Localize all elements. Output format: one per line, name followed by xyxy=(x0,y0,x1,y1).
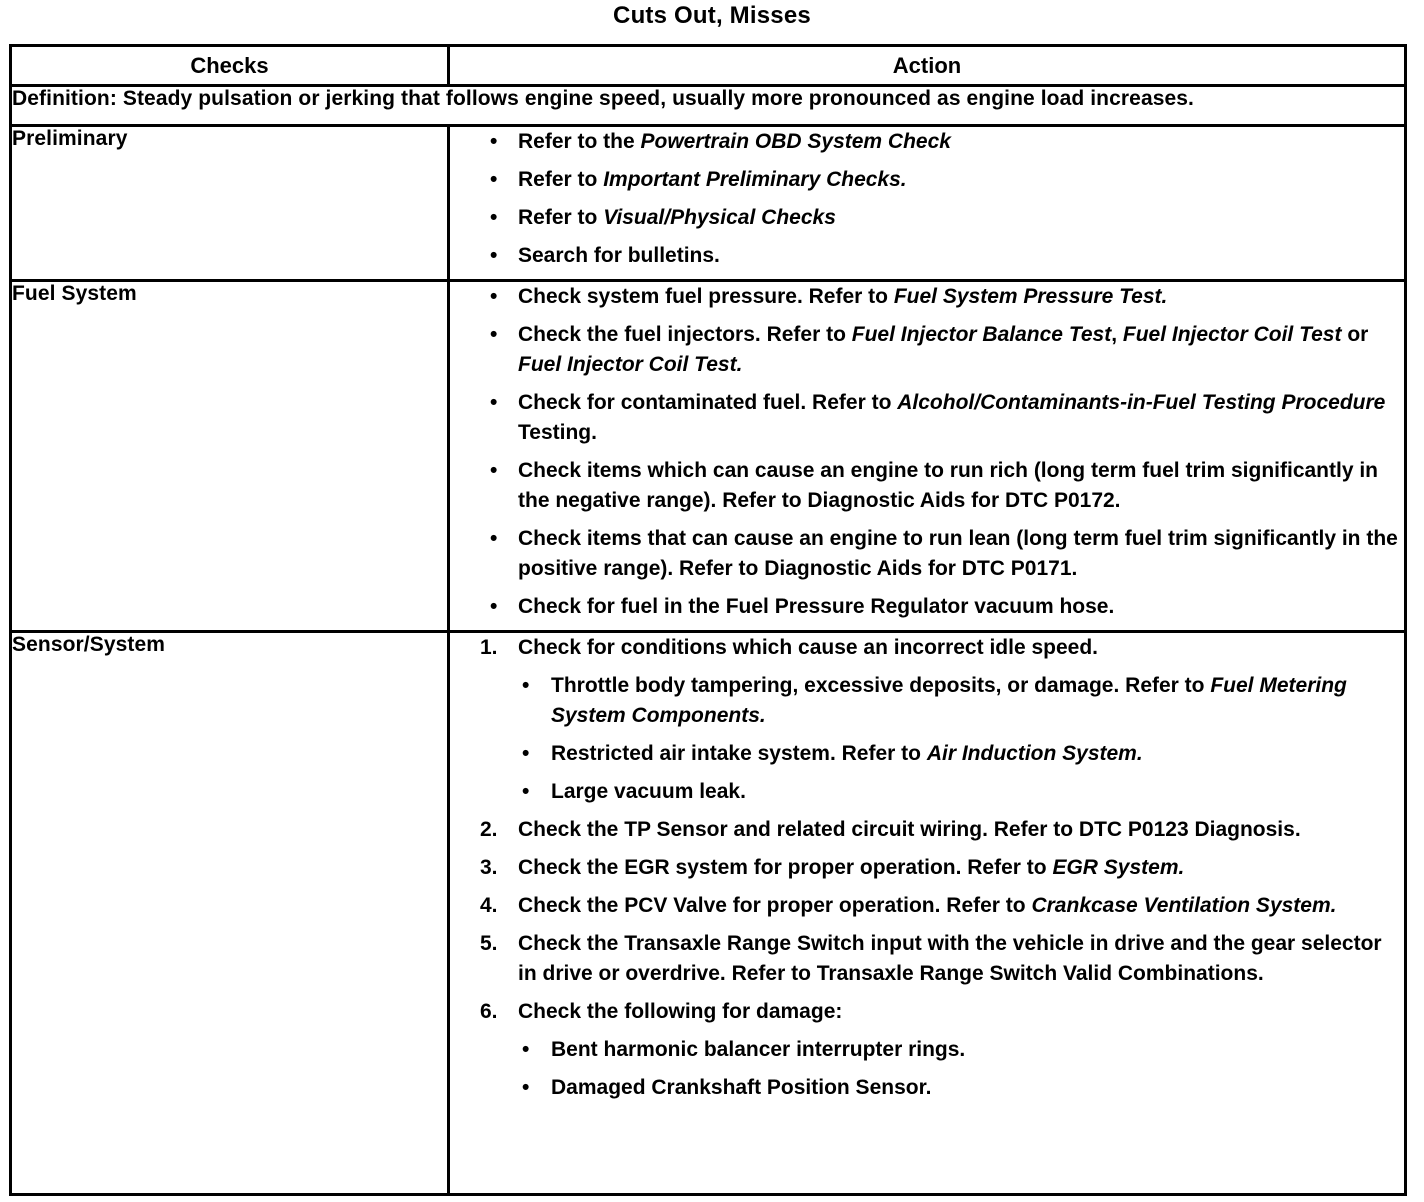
check-fuel-system: Fuel System xyxy=(11,281,449,632)
list-item: • Refer to Visual/Physical Checks xyxy=(450,203,1404,233)
sub-list-item: • Throttle body tampering, excessive deposits, or damage. Refer to Fuel Metering System Components. xyxy=(450,671,1404,731)
reference-link: EGR System. xyxy=(1052,856,1185,879)
reference-link: Fuel Injector Coil Test xyxy=(1122,323,1342,346)
checks-column-header: Checks xyxy=(11,46,449,86)
bullet-marker: • xyxy=(522,780,530,803)
table-row xyxy=(11,126,1406,281)
reference-link: Fuel Injector Balance Test xyxy=(851,323,1112,346)
list-item: • Check for contaminated fuel. Refer to Alcohol/Contaminants-in-Fuel Testing Procedure Testing. xyxy=(450,388,1404,448)
step-number: 2. xyxy=(480,818,498,841)
page-title: Cuts Out, Misses xyxy=(613,2,811,29)
numbered-step: 4. Check the PCV Valve for proper operation. Refer to Crankcase Ventilation System. xyxy=(450,891,1404,921)
diagnostic-table xyxy=(9,44,1407,1196)
numbered-step: 5. Check the Transaxle Range Switch input with the vehicle in drive and the gear selector in drive or overdrive. Refer to Transaxle Range Switch Valid Combinations. xyxy=(450,929,1404,989)
step-number: 5. xyxy=(480,932,498,955)
reference-link: Important Preliminary Checks. xyxy=(603,168,907,191)
sub-list-item: • Restricted air intake system. Refer to Air Induction System. xyxy=(450,739,1404,769)
step-number: 6. xyxy=(480,1000,498,1023)
bullet-marker: • xyxy=(522,674,530,697)
reference-link: Alcohol/Contaminants-in-Fuel Testing Procedure xyxy=(897,391,1386,414)
list-item: • Check for fuel in the Fuel Pressure Regulator vacuum hose. xyxy=(450,592,1404,622)
reference-link: Visual/Physical Checks xyxy=(603,206,836,229)
reference-link: Fuel Injector Coil Test. xyxy=(518,353,743,376)
list-item: • Check system fuel pressure. Refer to Fuel System Pressure Test. xyxy=(450,282,1404,312)
bullet-marker: • xyxy=(490,285,498,308)
definition-text: Definition: Steady pulsation or jerking that follows engine speed, usually more pronounced as engine load increases. xyxy=(11,86,1406,126)
step-number: 4. xyxy=(480,894,498,917)
bullet-marker: • xyxy=(490,391,498,414)
table-row xyxy=(11,281,1406,632)
check-sensor-system: Sensor/System xyxy=(11,632,449,1195)
bullet-marker: • xyxy=(490,168,498,191)
table-row xyxy=(11,632,1406,1195)
bullet-marker: • xyxy=(490,595,498,618)
bullet-marker: • xyxy=(490,130,498,153)
action-column-header: Action xyxy=(449,46,1406,86)
numbered-step: 1. Check for conditions which cause an incorrect idle speed. xyxy=(450,633,1404,663)
action-fuel-system xyxy=(449,281,1406,632)
reference-link: Crankcase Ventilation System. xyxy=(1031,894,1337,917)
reference-link: Powertrain OBD System Check xyxy=(640,130,951,153)
sub-list-item: • Large vacuum leak. xyxy=(450,777,1404,807)
list-item: • Refer to the Powertrain OBD System Check xyxy=(450,127,1404,157)
bullet-marker: • xyxy=(522,1076,530,1099)
bullet-marker: • xyxy=(522,742,530,765)
list-item: • Refer to Important Preliminary Checks. xyxy=(450,165,1404,195)
numbered-step: 3. Check the EGR system for proper operation. Refer to EGR System. xyxy=(450,853,1404,883)
bullet-marker: • xyxy=(490,459,498,482)
bullet-marker: • xyxy=(490,206,498,229)
check-preliminary: Preliminary xyxy=(11,126,449,281)
bullet-marker: • xyxy=(490,244,498,267)
reference-link: Air Induction System. xyxy=(926,742,1143,765)
sub-list-item: • Damaged Crankshaft Position Sensor. xyxy=(450,1073,1404,1103)
step-number: 3. xyxy=(480,856,498,879)
definition-row xyxy=(11,86,1406,126)
list-item: • Search for bulletins. xyxy=(450,241,1404,271)
bullet-marker: • xyxy=(490,323,498,346)
reference-link: Fuel System Pressure Test. xyxy=(893,285,1168,308)
action-preliminary xyxy=(449,126,1406,281)
step-number: 1. xyxy=(480,636,498,659)
list-item: • Check items which can cause an engine to run rich (long term fuel trim significantly in the negative range). Refer to Diagnostic Aids for DTC P0172. xyxy=(450,456,1404,516)
numbered-step: 6. Check the following for damage: xyxy=(450,997,1404,1027)
header-row xyxy=(11,46,1406,86)
bullet-marker: • xyxy=(522,1038,530,1061)
list-item: • Check the fuel injectors. Refer to Fuel Injector Balance Test, Fuel Injector Coil Test or Fuel Injector Coil Test. xyxy=(450,320,1404,380)
sub-list-item: • Bent harmonic balancer interrupter rings. xyxy=(450,1035,1404,1065)
action-sensor-system xyxy=(449,632,1406,1195)
bullet-marker: • xyxy=(490,527,498,550)
reference-link: Fuel Metering System Components. xyxy=(551,674,1347,727)
numbered-step: 2. Check the TP Sensor and related circuit wiring. Refer to DTC P0123 Diagnosis. xyxy=(450,815,1404,845)
list-item: • Check items that can cause an engine to run lean (long term fuel trim significantly in the positive range). Refer to Diagnostic Aids for DTC P0171. xyxy=(450,524,1404,584)
